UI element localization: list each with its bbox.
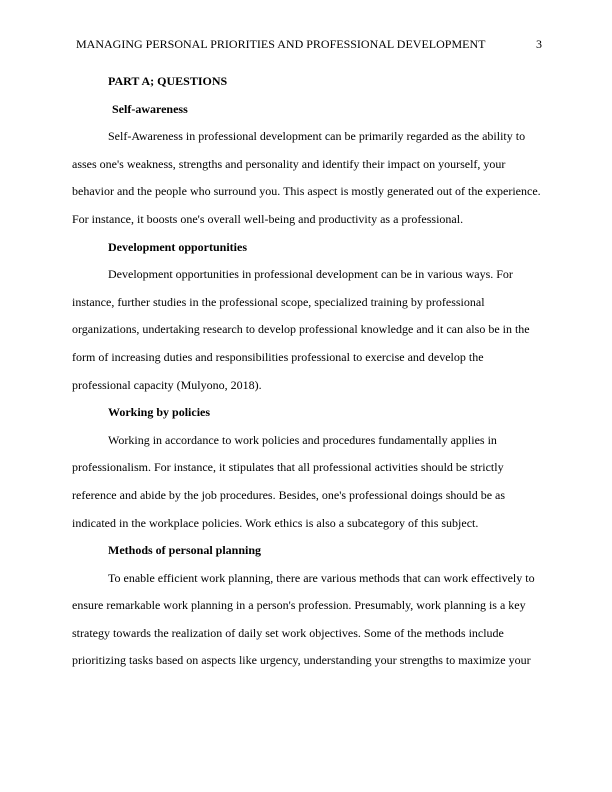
part-heading: PART A; QUESTIONS — [108, 74, 228, 88]
section-heading-methods-of-personal-planning: Methods of personal planning — [108, 543, 262, 558]
page-number: 3 — [536, 37, 542, 51]
paragraph-working-by-policies: Working in accordance to work policies and procedures fundamentally applies in professionalism. For instance, it stipulates that all professional activities should be strictly reference and abide by the job procedures. Besides, one's professional doings should be as indicated in the workplace policies. Work ethics is also a subcategory of this subject. — [72, 432, 506, 530]
running-head: MANAGING PERSONAL PRIORITIES AND PROFESSIONAL DEVELOPMENT — [76, 37, 486, 51]
section-heading-self-awareness: Self-awareness — [112, 101, 188, 116]
section-heading-development-opportunities: Development opportunities — [108, 239, 247, 254]
document-body — [72, 68, 542, 675]
paragraph-methods-of-personal-planning: To enable efficient work planning, there are various methods that can work effectively to ensure remarkable work planning in a person's profession. Presumably, work planning is a key strategy towards the realization of daily set work objectives. Some of the methods include prioritizing tasks based on aspects like urgency, understanding your strengths to maximize your — [72, 570, 535, 668]
paragraph-development-opportunities: Development opportunities in professional development can be in various ways. For instance, further studies in the professional scope, specialized training by professional organizations, undertaking research to develop professional knowledge and it can also be in the form of increasing duties and responsibilities professional to exercise and develop the professional capacity (Mulyono, 2018). — [72, 267, 530, 392]
page-header — [76, 35, 542, 53]
paragraph-self-awareness: Self-Awareness in professional development can be primarily regarded as the ability to asses one's weakness, strengths and personality and identify their impact on yourself, your behavior and the people who surround you. This aspect is mostly generated out of the experience. For instance, it boosts one's overall well-being and productivity as a professional. — [72, 129, 541, 226]
section-heading-working-by-policies: Working by policies — [108, 405, 211, 420]
